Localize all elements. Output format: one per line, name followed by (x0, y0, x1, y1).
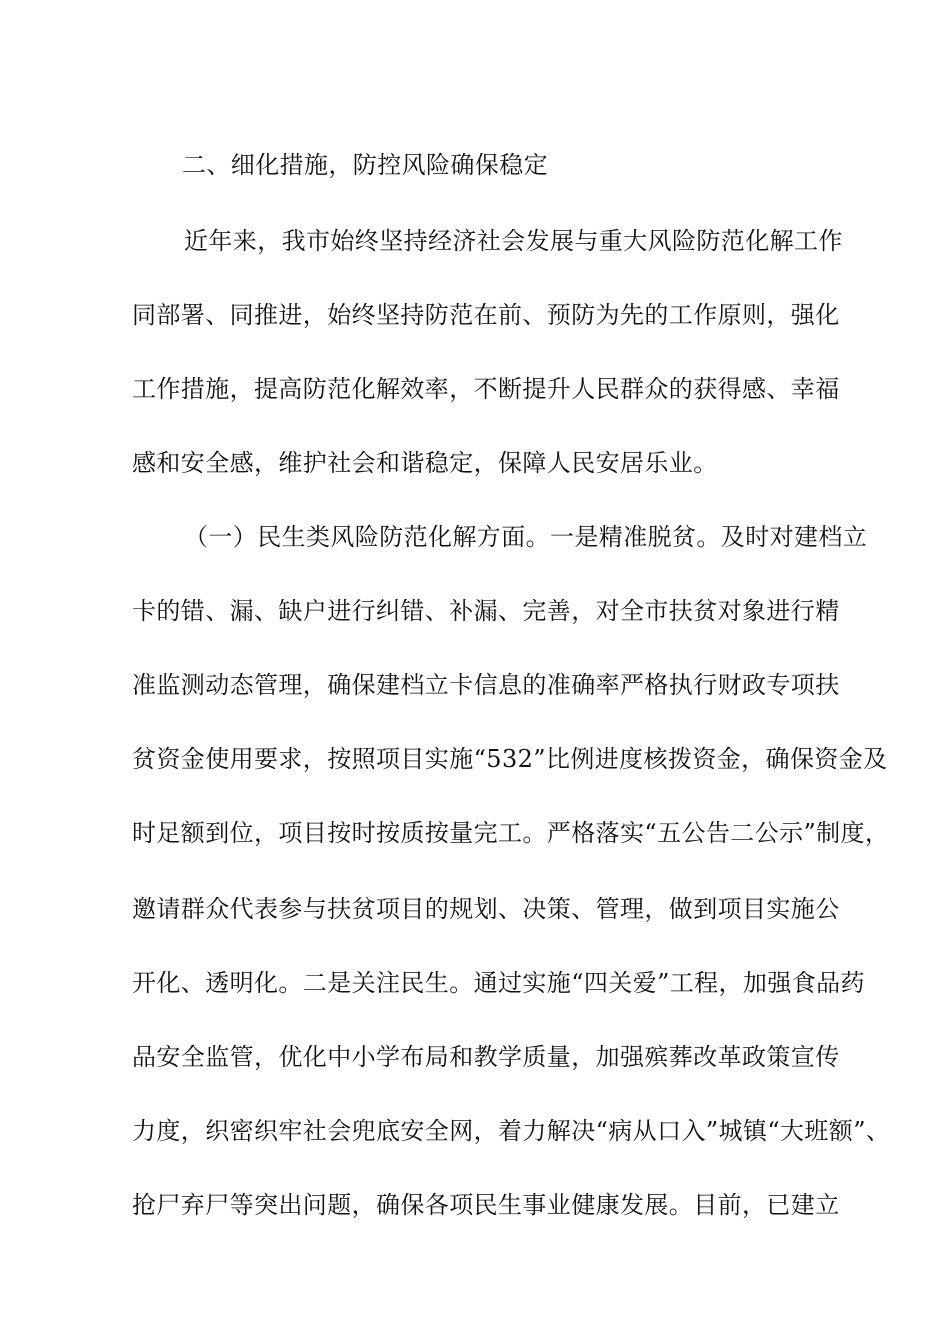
paragraph-line: 品安全监管，优化中小学布局和教学质量，加强殡葬改革政策宣传 (132, 1043, 840, 1071)
paragraph-line: 贫资金使用要求，按照项目实施“532”比例进度核拨资金，确保资金及 (132, 745, 888, 773)
paragraph-line: 开化、透明化。二是关注民生。通过实施“四关爱”工程，加强食品药 (132, 969, 865, 997)
paragraph-line: 工作措施，提高防范化解效率，不断提升人民群众的获得感、幸福 (132, 375, 840, 403)
paragraph-line: 时足额到位，项目按时按质按量完工。严格落实“五公告二公示”制度， (132, 819, 890, 847)
section-heading: 二、细化措施，防控风险确保稳定 (182, 151, 548, 179)
paragraph-line: 抢尸弃尸等突出问题，确保各项民生事业健康发展。目前，已建立 (132, 1191, 840, 1219)
paragraph-line: 近年来，我市始终坚持经济社会发展与重大风险防范化解工作 (184, 227, 843, 255)
paragraph-line: （一）民生类风险防范化解方面。一是精准脱贫。及时对建档立 (184, 523, 868, 551)
paragraph-line: 准监测动态管理，确保建档立卡信息的准确率严格执行财政专项扶 (132, 671, 840, 699)
paragraph-line: 卡的错、漏、缺户进行纠错、补漏、完善，对全市扶贫对象进行精 (132, 597, 840, 625)
paragraph-line: 同部署、同推进，始终坚持防范在前、预防为先的工作原则，强化 (132, 301, 840, 329)
paragraph-line: 力度，织密织牢社会兜底安全网，着力解决“病从口入”城镇“大班额”、 (132, 1117, 891, 1145)
paragraph-line: 感和安全感，维护社会和谐稳定，保障人民安居乐业。 (132, 449, 718, 477)
paragraph-line: 邀请群众代表参与扶贫项目的规划、决策、管理，做到项目实施公 (132, 895, 840, 923)
